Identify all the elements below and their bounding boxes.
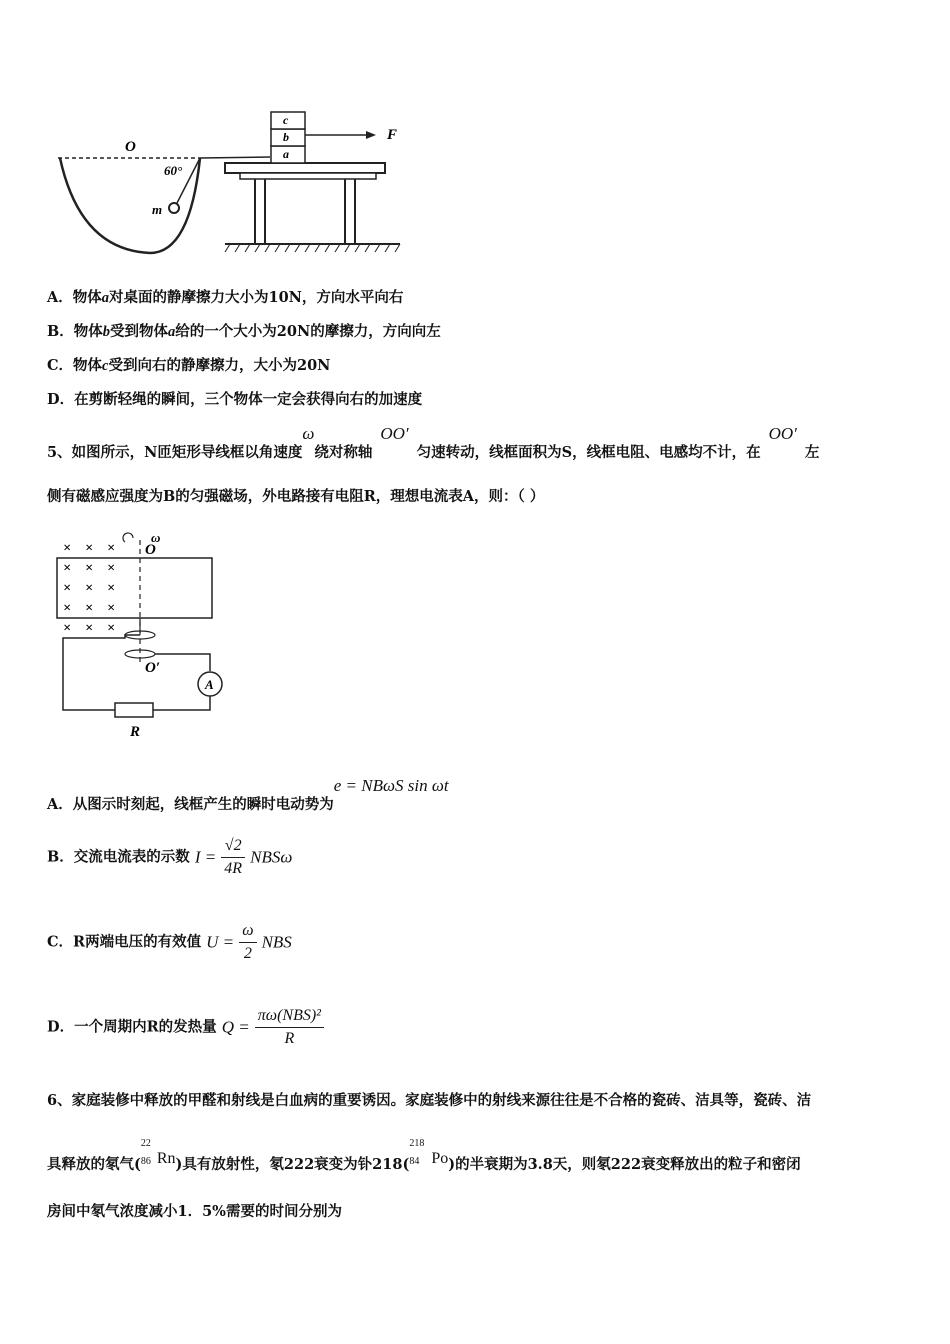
q5-b-lhs: I = [194,847,217,867]
q4-b-prefix: B．物体 [47,323,103,340]
q5-axis-2: OO′ [768,424,797,443]
cross-4-0: × [63,621,71,636]
q4-option-a [47,286,403,307]
q5-c-rhs: NBS [261,932,292,952]
cross-2-1: × [85,581,93,596]
q4-d-text: D．在剪断轻绳的瞬间，三个物体一定会获得向右的加速度 [47,391,423,408]
cross-0-1: × [85,541,93,556]
label-o-prime: O′ [145,660,161,676]
q4-option-c [47,354,330,375]
q5-b-num: √2 [221,835,245,858]
q5-c-lhs: U = [206,932,235,952]
q6-line3-text: 房间中氡气浓度减小1．5%需要的时间分别为 [47,1203,342,1220]
q6-line2-a: 具释放的氡气( [47,1156,141,1173]
q6-line1 [47,1089,811,1110]
label-m: m [152,202,163,217]
po-mass: 218 [409,1138,425,1149]
cross-3-0: × [63,601,71,616]
label-omega: ω [151,530,161,545]
label-c: c [283,113,289,127]
q5-stem-line1 [47,424,819,462]
cross-3-2: × [107,601,115,616]
q5-b-rhs: NBSω [250,847,293,867]
q4-option-b [47,320,441,341]
q4-option-d [47,388,422,409]
cross-0-2: × [107,541,115,556]
nuclide-rn [140,1138,176,1168]
cross-2-0: × [63,581,71,596]
q6-line1-text: 6、家庭装修中释放的甲醛和射线是白血病的重要诱因。家庭装修中的射线来源往往是不合格的瓷砖、洁具等，瓷砖、洁 [47,1092,812,1109]
q5-c-fraction [239,920,256,965]
q6-line2 [47,1138,801,1174]
q5-a-formula: e = NBωS sin ωt [333,776,449,795]
q5-omega: ω [302,424,315,443]
q5-option-c [47,920,292,965]
q4-c-prefix: C．物体 [47,357,103,374]
q5-c-num: ω [239,920,256,943]
label-b: b [283,130,289,144]
figure-bowl-blocks [50,105,420,265]
q4-a-var: a [101,290,109,306]
q5-d-fraction [255,1005,324,1050]
cross-4-2: × [107,621,115,636]
q4-c-var: c [102,358,109,374]
q5-b-fraction [221,835,245,880]
q5-stem-b: 绕对称轴 [314,444,373,461]
q5-stem-line2 [47,485,544,506]
q5-d-den: R [284,1030,295,1047]
q5-d-num: πω(NBS)² [255,1005,324,1028]
cross-1-0: × [63,561,71,576]
q5-c-den: 2 [243,945,252,962]
label-r: R [130,724,141,740]
q4-c-text: 受到向右的静摩擦力，大小为20N [108,357,331,374]
q5-b-den: 4R [224,860,243,877]
q5-stem-line2-text: 侧有磁感应强度为B的匀强磁场，外电路接有电阻R，理想电流表A，则：（ ） [47,488,545,505]
label-o: O [125,139,136,155]
cross-1-2: × [107,561,115,576]
q6-line2-b: )具有放射性，氡222衰变为钋218( [175,1156,410,1173]
cross-3-1: × [85,601,93,616]
po-z: 84 [409,1156,420,1167]
label-ammeter: A [205,677,214,692]
cross-2-2: × [107,581,115,596]
label-a: a [283,147,289,161]
figure-rotating-coil [45,530,245,745]
q5-c-text: C．R两端电压的有效值 [47,933,202,951]
q5-stem-a: 5、如图所示，N匝矩形导线框以角速度 [47,444,303,461]
q4-b-text: 给的一个大小为20N的摩擦力，方向向左 [175,323,441,340]
po-symbol: Po [431,1150,449,1167]
q4-a-prefix: A．物体 [47,289,102,306]
q5-stem-d: 左 [804,444,820,461]
q5-option-b [47,835,292,880]
rn-mass: 22 [140,1138,151,1149]
q5-stem-c: 匀速转动，线框面积为S，线框电阻、电感均不计，在 [416,444,761,461]
rn-z: 86 [140,1156,151,1167]
q5-option-d [47,1005,324,1050]
label-f: F [387,127,398,143]
cross-0-0: × [63,541,71,556]
q4-b-var1: b [102,324,111,340]
label-angle: 60° [164,163,183,178]
label-o-top: O [145,542,156,558]
q5-d-text: D．一个周期内R的发热量 [47,1018,217,1036]
cross-1-1: × [85,561,93,576]
cross-4-1: × [85,621,93,636]
resistor [115,703,153,717]
q4-b-var2: a [168,324,176,340]
q4-a-text: 对桌面的静摩擦力大小为10N，方向水平向右 [109,289,404,306]
q4-b-mid: 受到物体 [110,323,169,340]
ball-m [169,203,179,213]
q6-line2-c: )的半衰期为3.8天，则氡222衰变释放出的粒子和密闭 [448,1156,801,1173]
q5-b-text: B．交流电流表的示数 [47,848,190,866]
q5-a-text: A．从图示时刻起，线框产生的瞬时电动势为 [47,796,334,813]
rn-symbol: Rn [156,1150,176,1167]
q5-option-a [47,776,449,814]
nuclide-po [409,1138,449,1168]
q5-axis: OO′ [380,424,409,443]
q6-line3 [47,1200,342,1221]
q5-d-lhs: Q = [221,1017,250,1037]
